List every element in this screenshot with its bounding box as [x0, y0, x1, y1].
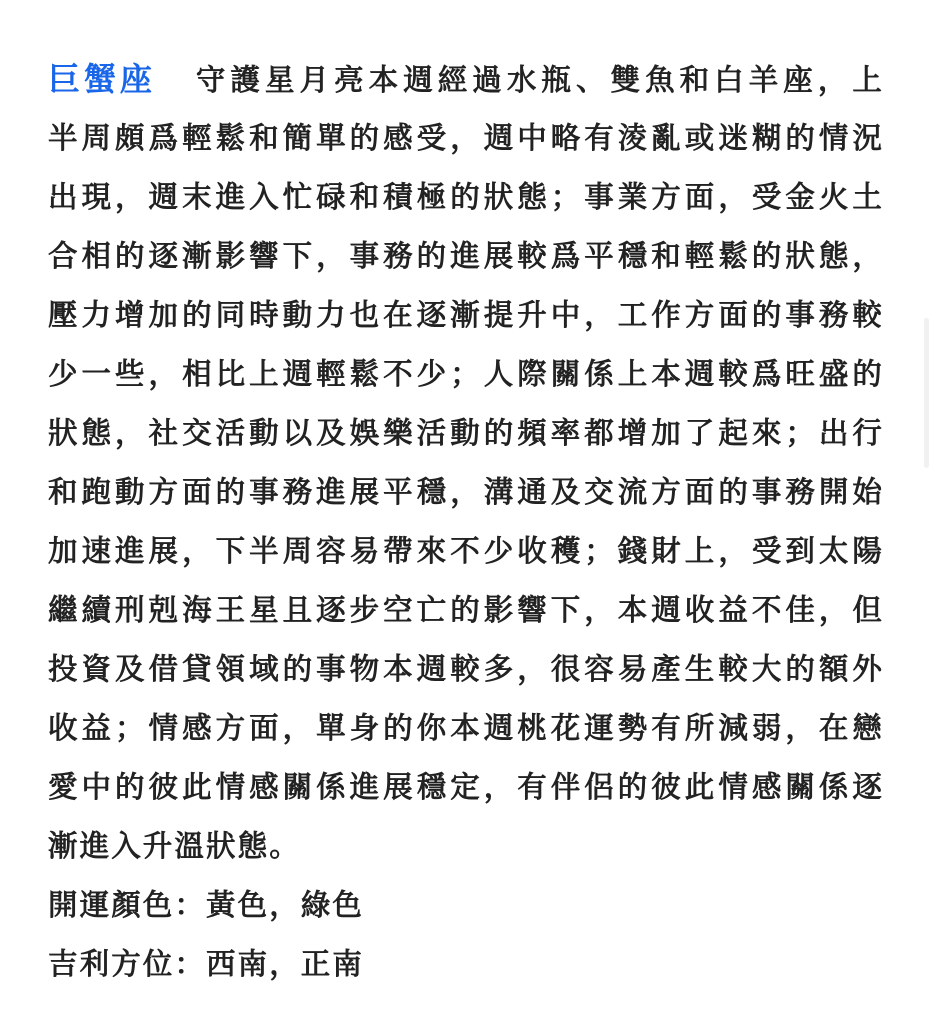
- article-line-1: [48, 50, 884, 109]
- article-line-14: 漸進入升溫狀態。: [48, 829, 301, 863]
- lucky-direction: 吉利方位：西南，正南: [48, 947, 365, 981]
- article-line-8: 和跑動方面的事務進展平穩，溝通及交流方面的事務開始: [48, 475, 884, 509]
- lucky-color: 開運顏色：黃色，綠色: [48, 888, 365, 922]
- article-line-10: 繼續刑剋海王星且逐步空亡的影響下，本週收益不佳，但: [48, 593, 884, 627]
- article-line-6: 少一些，相比上週輕鬆不少；人際關係上本週較爲旺盛的: [48, 357, 884, 391]
- article-line-12: 收益；情感方面，單身的你本週桃花運勢有所減弱，在戀: [48, 711, 884, 745]
- horoscope-article: [48, 50, 884, 994]
- article-line-13: 愛中的彼此情感關係進展穩定，有伴侶的彼此情感關係逐: [48, 770, 884, 804]
- article-line-9: 加速進展，下半周容易帶來不少收穫；錢財上，受到太陽: [48, 534, 884, 568]
- sign-title: 巨蟹座: [48, 60, 156, 98]
- article-line-3: 出現，週末進入忙碌和積極的狀態；事業方面，受金火土: [48, 180, 884, 214]
- scrollbar[interactable]: [924, 318, 929, 468]
- article-line-4: 合相的逐漸影響下，事務的進展較爲平穩和輕鬆的狀態，: [48, 239, 884, 273]
- article-line-1-text: 守護星月亮本週經過水瓶、雙魚和白羊座，上: [195, 63, 884, 97]
- article-line-5: 壓力增加的同時動力也在逐漸提升中，工作方面的事務較: [48, 298, 884, 332]
- article-line-7: 狀態，社交活動以及娛樂活動的頻率都增加了起來；出行: [48, 416, 884, 450]
- article-line-2: 半周頗爲輕鬆和簡單的感受，週中略有淩亂或迷糊的情況: [48, 121, 884, 155]
- article-line-11: 投資及借貸領域的事物本週較多，很容易產生較大的額外: [48, 652, 884, 686]
